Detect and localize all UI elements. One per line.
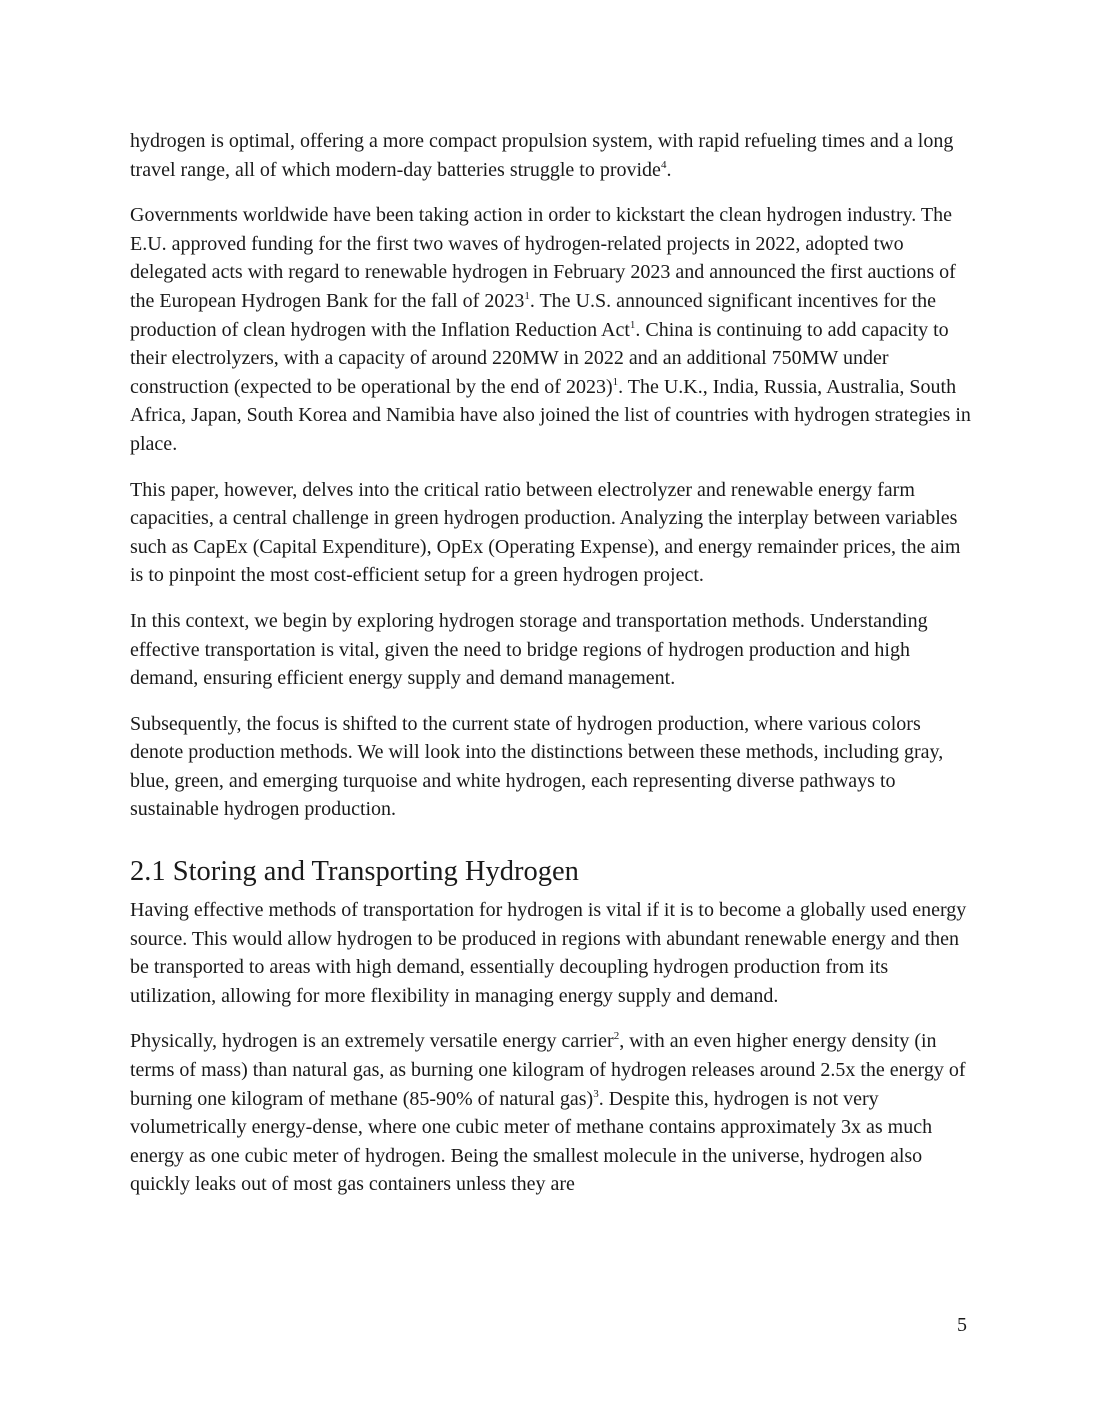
document-page	[130, 127, 975, 1216]
paragraph: hydrogen is optimal, offering a more compact propulsion system, with rapid refueling times and a long travel range, all of which modern-day batteries struggle to provide$^4$.	[130, 130, 954, 181]
section-heading: 2.1 Storing and Transporting Hydrogen	[130, 856, 579, 888]
paragraph: Subsequently, the focus is shifted to the current state of hydrogen production, where various colors denote production methods. We will look into the distinctions between these methods, including gray, blue, green, and emerging turquoise and white hydrogen, each representing diverse pathways to sustainable hydrogen production.	[130, 712, 944, 821]
citation-superscript: 3	[593, 1087, 599, 1100]
intro-paragraphs	[130, 127, 975, 824]
citation-superscript: 1	[629, 318, 636, 331]
paragraph: Governments worldwide have been taking action in order to kickstart the clean hydrogen industry. The E.U. approved funding for the first two waves of hydrogen-related projects in 2022, adopted two delegated acts with regard to renewable hydrogen in February 2023 and announced the first auctions of the European Hydrogen Bank for the fall of 2023$^1$. The U.S. announced significant incentives for the production of clean hydrogen with the Inflation Reduction Act$^1$. China is continuing to add capacity to their electrolyzers, with a capacity of around 220MW in 2022 and an additional 750MW under construction (expected to be operational by the end of 2023)$^1$. The U.K., India, Russia, Australia, South Africa, Japan, South Korea and Namibia have also joined the list of countries with hydrogen strategies in place.	[130, 204, 971, 455]
page-number: 5	[957, 1314, 967, 1336]
paragraph: This paper, however, delves into the critical ratio between electrolyzer and renewable energy farm capacities, a central challenge in green hydrogen production. Analyzing the interplay between variables such as CapEx (Capital Expenditure), OpEx (Operating Expense), and energy remainder prices, the aim is to pinpoint the most cost-efficient setup for a green hydrogen project.	[130, 478, 961, 587]
citation-superscript: 1	[612, 375, 619, 388]
citation-superscript: 2	[613, 1030, 620, 1043]
citation-superscript: 4	[660, 158, 667, 171]
section-paragraphs	[130, 896, 975, 1199]
paragraph: Having effective methods of transportation for hydrogen is vital if it is to become a globally used energy source. This would allow hydrogen to be produced in regions with abundant renewable energy and then be transported to areas with high demand, essentially decoupling hydrogen production from its utilization, allowing for more flexibility in managing energy supply and demand.	[130, 899, 967, 1007]
citation-superscript: 1	[524, 289, 530, 302]
paragraph: In this context, we begin by exploring hydrogen storage and transportation methods. Understanding effective transportation is vital, given the need to bridge regions of hydrogen production and high demand, ensuring efficient energy supply and demand management.	[130, 609, 928, 690]
paragraph: Physically, hydrogen is an extremely versatile energy carrier$^2$, with an even higher energy density (in terms of mass) than natural gas, as burning one kilogram of hydrogen releases around 2.5x the energy of burning one kilogram of methane (85-90% of natural gas)$^3$. Despite this, hydrogen is not very volumetrically energy-dense, where one cubic meter of methane contains approximately 3x as much energy as one cubic meter of hydrogen. Being the smallest molecule in the universe, hydrogen also quickly leaks out of most gas containers unless they are	[130, 1030, 966, 1196]
